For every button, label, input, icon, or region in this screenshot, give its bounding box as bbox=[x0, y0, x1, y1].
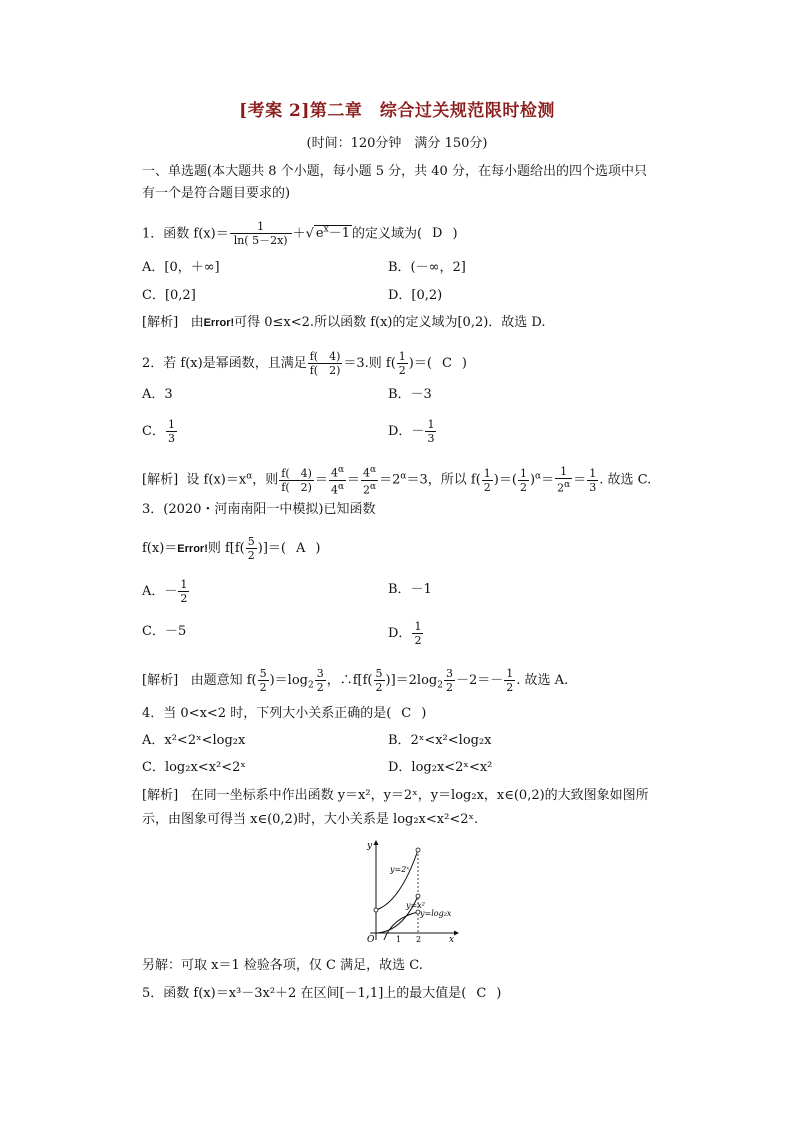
q1-sqrt: √ $e^x-1$ bbox=[305, 225, 350, 242]
q1-option-b: B．(－∞，2] bbox=[388, 260, 466, 275]
question-1: 1．函数 f(x)＝ $\frac{1}{\ln( 5-2x)}$ ＋√ $e^x-1$ 的定义域为( D ) bbox=[142, 220, 458, 248]
q4-solution-line1: [解析] 在同一坐标系中作出函数 y＝x²，y＝2ˣ，y＝log₂x，x∈(0,2)的大致图象如图所 bbox=[142, 788, 649, 803]
question-4: 4．当 0<x<2 时，下列大小关系正确的是( C ) bbox=[142, 704, 426, 724]
open-point-exp-end bbox=[416, 848, 420, 852]
y-axis-arrow bbox=[374, 840, 379, 845]
q3-option-b: B．－1 bbox=[388, 582, 432, 597]
q2-option-b: B．－3 bbox=[388, 387, 432, 402]
question-3-formula: f(x)＝Error!则 f[f( $\frac{5}{2}$ )]＝( A ) bbox=[142, 535, 321, 562]
tick-1: 1 bbox=[396, 935, 402, 944]
q3-option-d: D． $\frac{1}{2}$ bbox=[388, 620, 422, 647]
q2-answer: C bbox=[441, 356, 452, 371]
q1-solution: [解析] 由Error!可得 0≤x<2.所以函数 f(x)的定义域为[0,2)．故选 D. bbox=[142, 315, 546, 330]
origin-label: O bbox=[367, 935, 375, 944]
page-title: [考案 2]第二章 综合过关规范限时检测 bbox=[239, 101, 555, 121]
label-exponential: y=2ˣ bbox=[390, 865, 410, 874]
q4-solution-line2: 示，由图象可得当 x∈(0,2)时，大小关系是 log₂x<x²<2ˣ. bbox=[142, 812, 479, 827]
q4-option-c: C．log₂x<x²<2ˣ bbox=[142, 760, 246, 775]
q3-option-a: A．－ $\frac{1}{2}$ bbox=[142, 578, 188, 605]
q4-answer: C bbox=[401, 706, 412, 721]
x-axis-label: x bbox=[449, 935, 455, 944]
q1-option-c: C．[0,2] bbox=[142, 288, 196, 303]
q1-answer: D bbox=[432, 226, 443, 242]
page-subtitle: (时间：120分钟 满分 150分) bbox=[306, 136, 488, 151]
label-log: y=log₂x bbox=[420, 909, 452, 918]
label-square: y=x² bbox=[406, 901, 425, 910]
q1-option-d: D．[0,2) bbox=[388, 288, 443, 303]
q5-answer: C bbox=[476, 986, 487, 1001]
q4-option-b: B．2ˣ<x²<log₂x bbox=[388, 733, 492, 748]
section-intro-line1: 一、单选题(本大题共 8 个小题，每小题 5 分，共 40 分，在每小题给出的四个选项中只 bbox=[142, 164, 647, 179]
q4-option-d: D．log₂x<2ˣ<x² bbox=[388, 760, 493, 775]
section-intro-line2: 有一个是符合题目要求的) bbox=[142, 186, 291, 201]
x-axis-arrow bbox=[454, 931, 459, 936]
y-axis-label: y bbox=[367, 841, 373, 851]
question-5: 5．函数 f(x)＝x³－3x²＋2 在区间[－1,1]上的最大值是( C ) bbox=[142, 984, 501, 1004]
q2-option-c: C． $\frac{1}{3}$ bbox=[142, 418, 175, 445]
q1-option-a: A．[0，＋∞] bbox=[142, 260, 220, 275]
q3-option-c: C．－5 bbox=[142, 624, 187, 639]
q3-solution: [解析] 由题意知 f( $\frac{5}{2}$ )$=\log_2$ $\frac{3}{2}$ ，∴f[f( $\frac{5}{2}$ )]$=2\log_2$ $\frac{3}{2}$ －2＝－ $\frac{1}{2}$ . 故选 A. bbox=[142, 667, 569, 694]
function-graph bbox=[362, 836, 462, 944]
q3-answer: A bbox=[295, 541, 306, 556]
q4-option-a: A．x²<2ˣ<log₂x bbox=[142, 733, 246, 748]
q2-solution: [解析] 设 $f(x)=x^\alpha$，则 $\frac{f( 4)}{f( 2)}$ ＝ $\frac{4^\alpha}{4^\alpha}$ ＝ $\frac{4^\alpha}{2^\alpha}$ $=2^\alpha=3$，所以 f( $\frac{1}{2}$ )＝( $\frac{1}{2}$ )$^\alpha$＝ $\frac{1}{2^\alpha}$ ＝ $\frac{1}{3}$ . 故选 C. bbox=[142, 465, 652, 497]
tick-2: 2 bbox=[416, 935, 422, 944]
open-point-exp-start bbox=[374, 908, 378, 912]
question-3: 3．(2020・河南南阳一中模拟)已知函数 bbox=[142, 502, 376, 517]
q4-alternative-solution: 另解：可取 x＝1 检验各项，仅 C 满足，故选 C. bbox=[142, 958, 423, 973]
open-point-square-end bbox=[416, 894, 420, 898]
q2-option-a: A．3 bbox=[142, 387, 173, 402]
q1-fraction: $\frac{1}{\ln( 5-2x)}$ bbox=[230, 220, 292, 247]
question-2: 2．若 f(x)是幂函数，且满足 $\frac{f( 4)}{f( 2)}$ ＝3.则 f( $\frac{1}{2}$ )＝( C ) bbox=[142, 350, 467, 377]
q2-option-d: D．－ $\frac{1}{3}$ bbox=[388, 418, 435, 445]
